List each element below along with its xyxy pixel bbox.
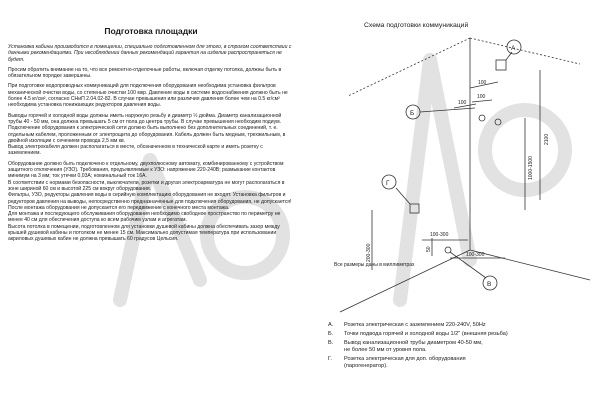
marker-a-label: А bbox=[511, 45, 516, 52]
scheme-legend bbox=[328, 322, 590, 372]
marker-b-label: Б bbox=[410, 110, 415, 117]
paragraph: Просим обратить внимание на то, что все ремонтно-отделочные работы, включая отделку потолка, должны быть в обязательном порядке завершены. bbox=[8, 66, 282, 80]
paragraph: В соответствии с нормами безопасности, выключатели, розетки и другая электроарматура не могут располагаться в зоне шириной 60 см и высотой 225 см вокруг оборудования. bbox=[8, 179, 285, 192]
water-point-cold bbox=[495, 119, 501, 125]
water-point-hot bbox=[479, 115, 485, 121]
paragraph: Вывод электрокабеля должен располагаться в месте, обозначенном в технической карте и иметь розетку с заземлением. bbox=[8, 144, 263, 157]
dim-label-100b: 100 bbox=[477, 94, 486, 100]
paragraph: Выводы горячей и холодной воды должны иметь наружную резьбу и диаметр ½ дюйма. Диаметр канализационной трубы 40 - 50 мм, она должна превышать 5 см от пола до центра трубы. В случае превышения необходим подиум. bbox=[8, 112, 282, 125]
page-title: Подготовка площадки bbox=[104, 26, 198, 36]
dim-label-200-300: 200-300 bbox=[366, 243, 372, 262]
dim-line-100b bbox=[472, 100, 492, 102]
legend-item-v: В. Вывод канализационной трубы диаметром 40-50 мм, не более 50 мм от уровня пола. bbox=[328, 340, 483, 353]
paragraph: Подключение оборудования к электрической сети должно быть выполнено без дополнительных соединений, т. е. отдельным кабелем, проложенным от электрощита до оборудования. Кабель должен быть медным, трехжильным, в двойной изоляции с сечением провода 2,5 мм кв. bbox=[8, 125, 286, 144]
floor-left-line bbox=[340, 250, 470, 312]
dim-label-1000-1500: 1000-1500 bbox=[528, 156, 534, 180]
floor-right-line bbox=[470, 250, 590, 280]
dim-label-100a: 100 bbox=[478, 80, 487, 86]
paragraph: Для монтажа и последующего обслуживания оборудования необходимо свободное пространство по периметру не менее 40 см для обеспечения доступа ко всем рабочим узлам и агрегатам. bbox=[8, 211, 281, 224]
socket-a bbox=[496, 60, 506, 70]
scheme-column bbox=[300, 0, 600, 400]
scheme-title: Схема подготовки коммуникаций bbox=[364, 22, 469, 29]
dim-label-100-300: 100-300 bbox=[430, 232, 449, 238]
paragraph: При подготовке водопроводных коммуникаций для подключения оборудования необходима установка фильтров механической очистки воды, со степенью очистки 100 мкр. Давление воды в системе водоснабжения должно быть не более 4.5 кг/см², согласно СНиП 2.04.02-82. В случае превышения или различия давления более чем на 0.5 кг/см² необходима установка понижающих редукторов давления воды. bbox=[8, 83, 288, 109]
legend-item-a: А. Розетка электрическая с заземлением 220-240V, 50Hz bbox=[328, 322, 486, 328]
paragraph: После монтажа оборудования не допускается его передвижение с конечного места монтажа. bbox=[8, 204, 230, 211]
text-column bbox=[8, 6, 294, 398]
dim-label-50: 50 bbox=[426, 246, 432, 252]
marker-g-label: Г bbox=[386, 180, 390, 187]
dim-label-100c: 100 bbox=[458, 100, 467, 106]
leader-b bbox=[420, 108, 475, 112]
legend-item-g: Г. Розетка электрическая для доп. оборудования (парогенератор). bbox=[328, 356, 466, 369]
paragraph-intro: Установка кабины производится в помещении, специально подготовленном для этого, в строгом соответствии с данными рекомендациями. При несоблюдении данных рекомендаций гарантия на изделие распространяться не будет. bbox=[8, 44, 292, 63]
wall-right-edge bbox=[470, 38, 580, 64]
paragraph: Оборудование должно быть подключено к отдельному, двухполюсному автомату, комбинированному с устройством защитного отключения (УЗО). Требования, предъявляемые к УЗО: напряжение 220-240В; размыкание контактов минимум на 3 мм; ток утечки 0,03А; номинальный ток 16А. bbox=[8, 160, 284, 180]
paragraph: Высота потолка в помещении, подготовленном для установки душевой кабины должна обеспечивать зазор между крышей душевой кабины и потолком не менее 15 см. Максимально допустимая температура при использовании акриловых душевых кабин не должна превышать 60 градусов Цельсия. bbox=[8, 223, 280, 243]
dim-label-100-300b: 100-300 bbox=[466, 252, 485, 258]
leader-g bbox=[396, 188, 410, 204]
socket-g bbox=[410, 204, 419, 213]
wall-left-edge bbox=[348, 38, 470, 96]
legend-item-b: Б. Точки подвода горячей и холодной воды 1/2" (внешняя резьба) bbox=[328, 331, 508, 337]
dim-label-2100: 2100 bbox=[544, 133, 550, 145]
paragraph: Фильтры, УЗО, редукторы давления воды в серийную комплектацию оборудования не входят. Установка фильтров и редукторов давления на выводы, непосредственно предназначенные для подключения оборудования, не допускается! bbox=[8, 192, 292, 205]
communications-diagram bbox=[300, 0, 600, 320]
dimensions-note: Все размеры даны в миллиметрах bbox=[334, 262, 415, 268]
marker-v-label: В bbox=[487, 281, 492, 288]
